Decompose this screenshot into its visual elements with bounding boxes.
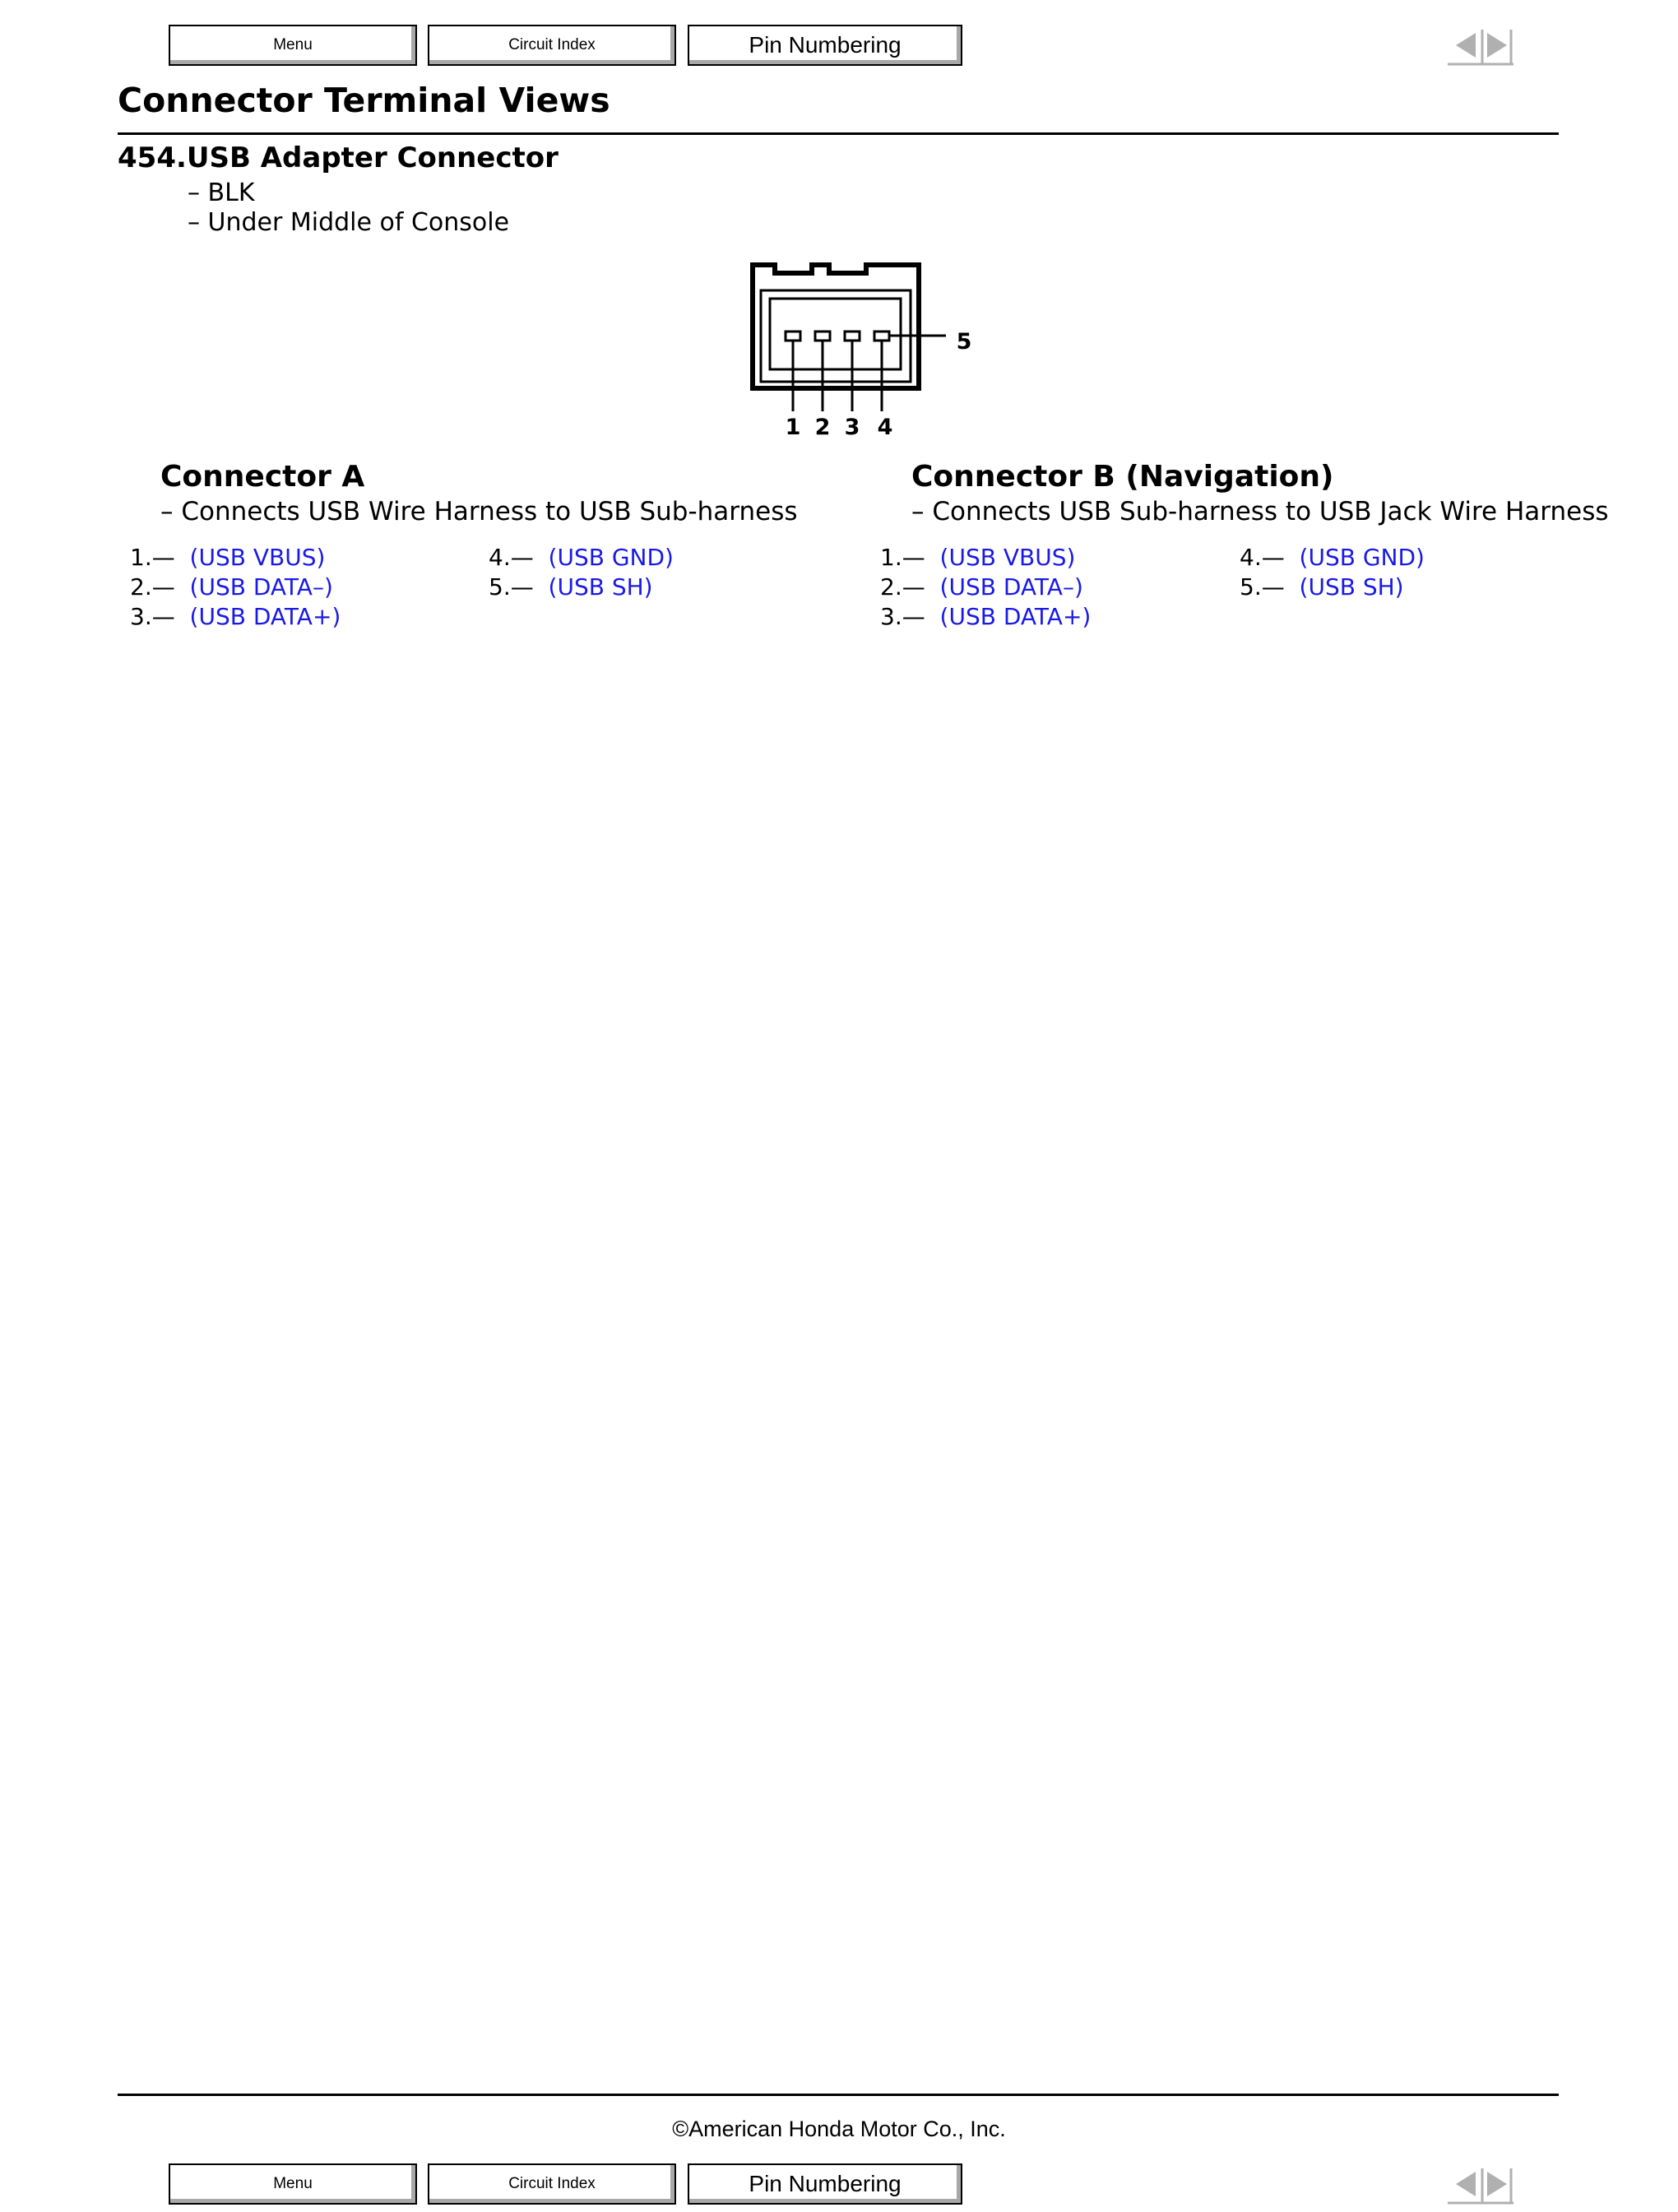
pin-signal-link[interactable]: (USB DATA+) xyxy=(189,603,341,630)
pin-number: 2.— xyxy=(880,573,925,601)
previous-page-icon[interactable] xyxy=(1448,2167,1481,2203)
header-divider xyxy=(118,132,1559,135)
connector-b-pin-5 xyxy=(1240,573,1404,601)
footer-divider xyxy=(118,2094,1559,2096)
connector-b-pin-2 xyxy=(880,573,1083,601)
menu-button[interactable]: Menu xyxy=(169,25,417,66)
pin-number: 5.— xyxy=(489,573,534,601)
pin-signal-link[interactable]: (USB DATA–) xyxy=(189,573,333,601)
pin-label-4: 4 xyxy=(877,415,893,440)
connector-a-pin-4 xyxy=(489,544,674,571)
pin-signal-link[interactable]: (USB VBUS) xyxy=(939,544,1076,571)
pin-slots xyxy=(786,332,889,341)
pin-signal-link[interactable]: (USB VBUS) xyxy=(189,544,326,571)
previous-page-icon[interactable] xyxy=(1448,28,1481,64)
pin-number: 4.— xyxy=(489,544,534,571)
copyright-footer: ©American Honda Motor Co., Inc. xyxy=(672,2117,1006,2141)
circuit-index-button[interactable]: Circuit Index xyxy=(428,25,676,66)
connector-b-title: Connector B (Navigation) xyxy=(911,460,1334,494)
connector-a-description: – Connects USB Wire Harness to USB Sub-harness xyxy=(160,497,798,526)
connector-b-description: – Connects USB Sub-harness to USB Jack Wire Harness xyxy=(911,497,1609,526)
menu-button[interactable]: Menu xyxy=(169,2163,417,2205)
connector-b-pin-3 xyxy=(880,603,1091,630)
connector-a-pin-1 xyxy=(130,544,325,571)
top-nav-bar xyxy=(0,25,1678,71)
page-nav-arrows xyxy=(1446,26,1515,66)
pin-label-1: 1 xyxy=(785,415,801,440)
page-title: Connector Terminal Views xyxy=(118,81,610,120)
pin-signal-link[interactable]: (USB GND) xyxy=(1299,544,1425,571)
connector-diagram xyxy=(740,255,1004,444)
pin-numbering-button[interactable]: Pin Numbering xyxy=(688,2163,962,2205)
connector-b-pin-1 xyxy=(880,544,1075,571)
pin-number: 4.— xyxy=(1240,544,1285,571)
connector-color: – BLK xyxy=(188,179,255,207)
page-nav-arrows xyxy=(1446,2165,1515,2205)
pin-signal-link[interactable]: (USB DATA–) xyxy=(939,573,1083,601)
pin-signal-link[interactable]: (USB SH) xyxy=(1299,573,1404,601)
connector-a-title: Connector A xyxy=(160,460,365,494)
connector-b-pin-4 xyxy=(1240,544,1425,571)
connector-a-pin-3 xyxy=(130,603,341,630)
pin-numbering-button[interactable]: Pin Numbering xyxy=(688,25,962,66)
pin-signal-link[interactable]: (USB DATA+) xyxy=(939,603,1092,630)
connector-location: – Under Middle of Console xyxy=(188,208,510,237)
pin-label-5: 5 xyxy=(956,329,972,355)
circuit-index-button[interactable]: Circuit Index xyxy=(428,2163,676,2205)
connector-a-pin-5 xyxy=(489,573,653,601)
pin-number: 1.— xyxy=(130,544,175,571)
pin-number: 3.— xyxy=(880,603,925,630)
pin-number: 5.— xyxy=(1240,573,1285,601)
bottom-nav-bar xyxy=(0,2163,1678,2210)
pin-signal-link[interactable]: (USB GND) xyxy=(548,544,674,571)
pin-signal-link[interactable]: (USB SH) xyxy=(548,573,653,601)
pin-number: 1.— xyxy=(880,544,925,571)
pin-number: 2.— xyxy=(130,573,175,601)
section-title: 454.USB Adapter Connector xyxy=(118,141,559,174)
connector-a-pin-2 xyxy=(130,573,333,601)
pin-label-3: 3 xyxy=(844,415,860,440)
pin-number: 3.— xyxy=(130,603,175,630)
pin-label-2: 2 xyxy=(814,415,831,440)
